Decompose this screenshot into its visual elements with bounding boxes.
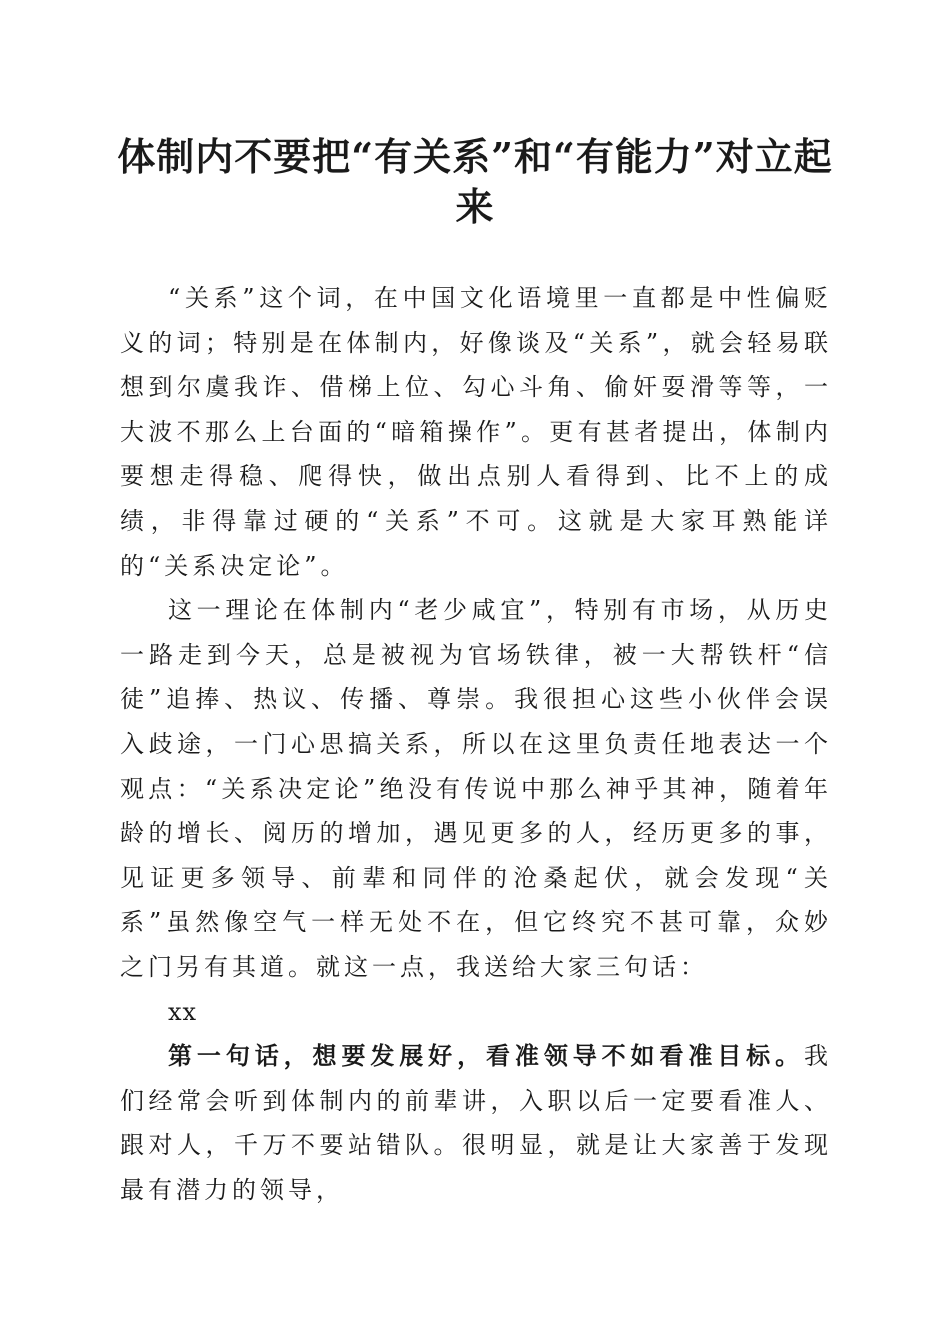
point-one-heading: 第一句话，想要发展好，看准领导不如看准目标。 — [168, 1041, 804, 1071]
document-title: 体制内不要把“有关系”和“有能力”对立起来 — [117, 134, 833, 229]
paragraph-intro: “关系”这个词，在中国文化语境里一直都是中性偏贬义的词；特别是在体制内，好像谈及“关系”，就会轻易联想到尔虞我诈、借梯上位、勾心斗角、偷奸耍滑等等，一大波不那么上台面的“暗箱操作”。更有甚者提出，体制内要想走得稳、爬得快，做出点别人看得到、比不上的成绩，非得靠过硬的“关系”不可。这就是大家耳熟能详的“关系决定论”。 — [120, 284, 832, 580]
document-body — [120, 276, 832, 1212]
section-marker: xx — [168, 997, 198, 1026]
paragraph-theory: 这一理论在体制内“老少咸宜”，特别有市场，从历史一路走到今天，总是被视为官场铁律，被一大帮铁杆“信徒”追捧、热议、传播、尊崇。我很担心这些小伙伴会误入歧途，一门心思搞关系，所以在这里负责任地表达一个观点：“关系决定论”绝没有传说中那么神乎其神，随着年龄的增长、阅历的增加，遇见更多的人，经历更多的事，见证更多领导、前辈和同伴的沧桑起伏，就会发现“关系”虽然像空气一样无处不在，但它终究不甚可靠，众妙之门另有其道。就这一点，我送给大家三句话： — [120, 596, 832, 981]
paragraph-point-one — [120, 1034, 832, 1212]
point-one-text: 我们经常会听到体制内的前辈讲，入职以后一定要看准人、跟对人，千万不要站错队。很明显，就是让大家善于发现最有潜力的领导， — [120, 1042, 832, 1204]
